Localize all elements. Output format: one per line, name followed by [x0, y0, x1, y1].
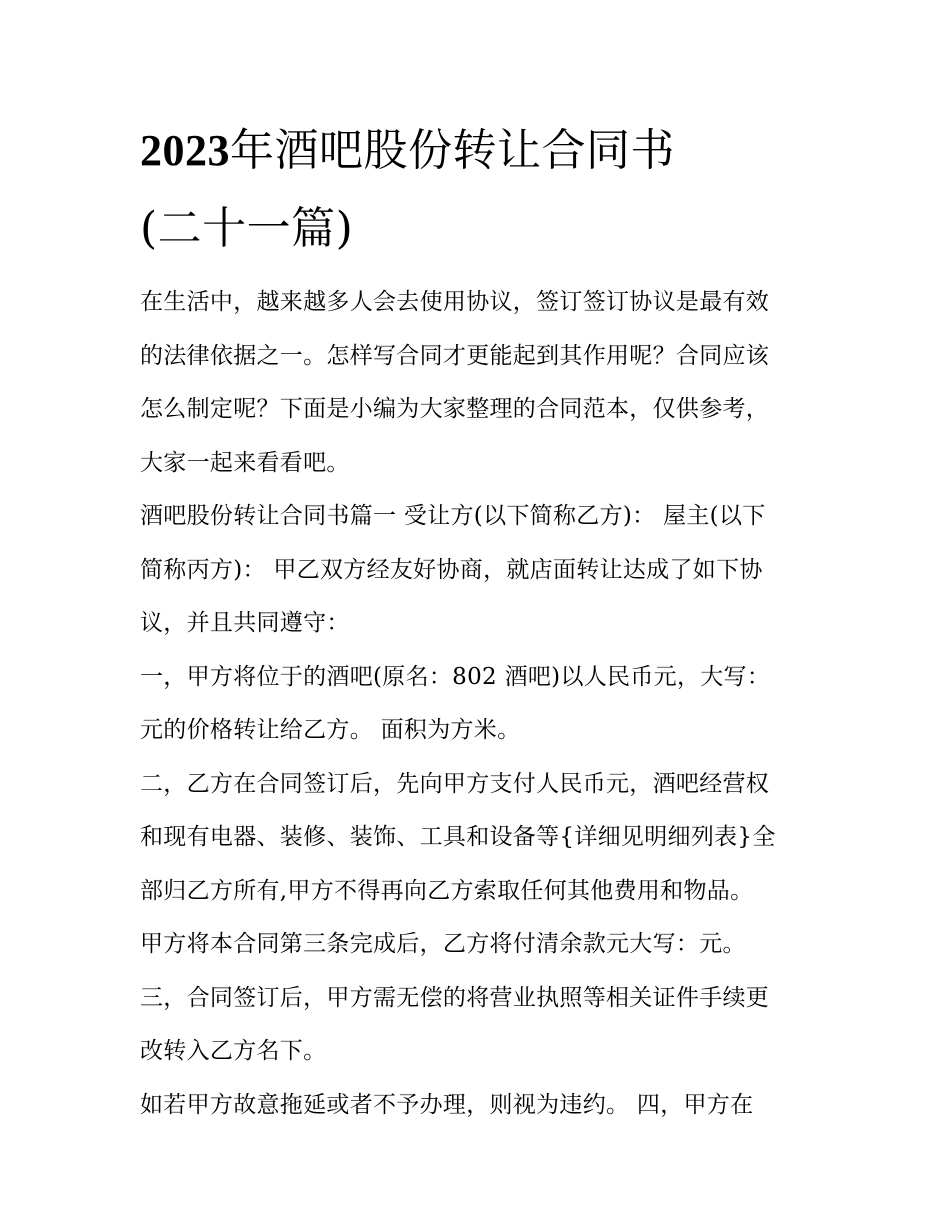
body-line: 三，合同签订后，甲方需无偿的将营业执照等相关证件手续更: [140, 984, 770, 1011]
title-subtitle: (二十一篇): [140, 203, 354, 254]
body-line: 大家一起来看看吧。: [140, 449, 350, 476]
body-line: 元的价格转让给乙方。 面积为方米。: [140, 717, 521, 743]
title-line-1: [140, 112, 820, 190]
document-title: [140, 112, 820, 268]
body-line: 议，并且共同遵守：: [140, 610, 350, 636]
body-line: 和现有电器、装修、装饰、工具和设备等{详细见明细列表}全: [140, 824, 776, 850]
body-line: 怎么制定呢？下面是小编为大家整理的合同范本，仅供参考，: [140, 396, 770, 422]
body-line: 酒吧股份转让合同书篇一 受让方(以下简称乙方)： 屋主(以下: [140, 503, 766, 529]
body-line: 简称丙方)： 甲乙双方经友好协商，就店面转让达成了如下协: [140, 556, 763, 583]
body-line: 在生活中，越来越多人会去使用协议，签订签订协议是最有效: [140, 289, 770, 315]
body-line: 一，甲方将位于的酒吧(原名：802 酒吧)以人民币元，大写：: [140, 663, 771, 690]
body-line: 部归乙方所有,甲方不得再向乙方索取任何其他费用和物品。: [140, 877, 754, 904]
document-body: [140, 276, 820, 1132]
title-line-2: [140, 190, 820, 268]
body-line: 二，乙方在合同签订后，先向甲方支付人民币元，酒吧经营权: [140, 770, 770, 797]
body-line: 改转入乙方名下。: [140, 1038, 327, 1064]
body-line: 的法律依据之一。怎样写合同才更能起到其作用呢？合同应该: [140, 342, 770, 369]
title-text: 年酒吧股份转让合同书: [230, 125, 675, 176]
body-line: 甲方将本合同第三条完成后，乙方将付清余款元大写：元。: [140, 931, 746, 957]
body-line: 如若甲方故意拖延或者不予办理，则视为违约。 四，甲方在: [140, 1091, 754, 1118]
title-year: 2023: [140, 126, 230, 175]
